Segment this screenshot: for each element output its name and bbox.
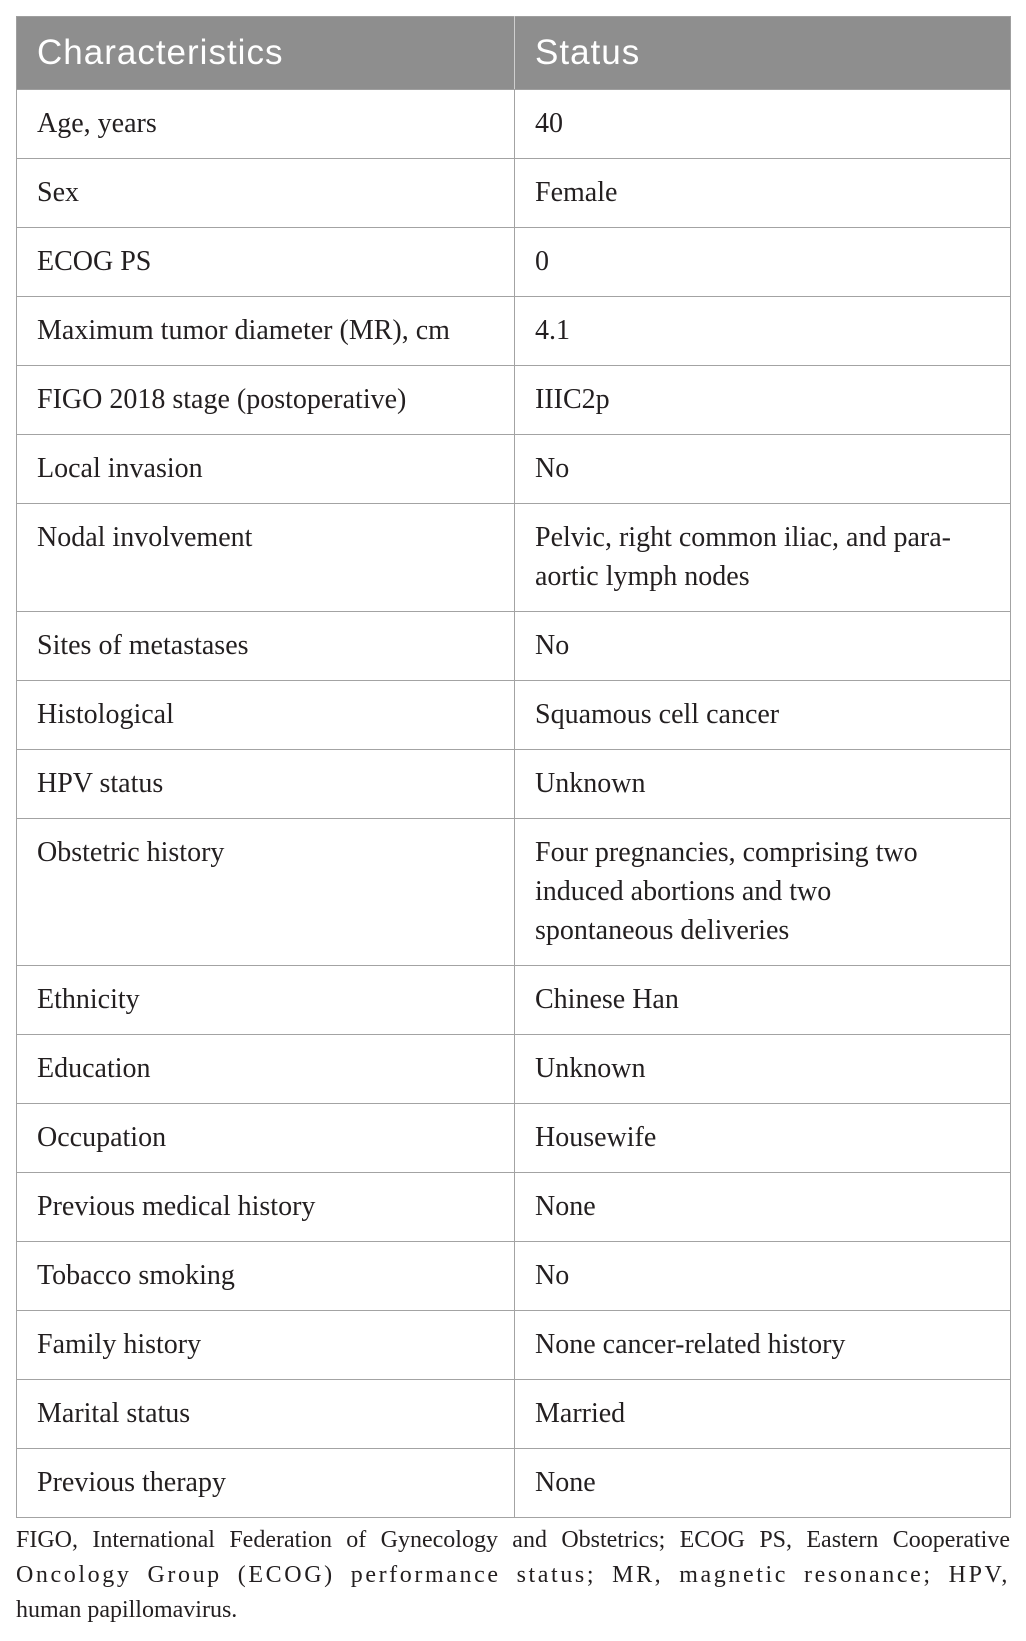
column-header-status: Status [515,17,1011,90]
table-row [17,504,1011,612]
characteristic-cell: Family history [17,1311,515,1380]
table-row [17,1311,1011,1380]
characteristic-cell: Local invasion [17,435,515,504]
status-cell: Chinese Han [515,966,1011,1035]
status-cell: None [515,1449,1011,1518]
characteristic-cell: Age, years [17,90,515,159]
status-cell: 0 [515,228,1011,297]
characteristic-cell: HPV status [17,750,515,819]
characteristic-cell: Nodal involvement [17,504,515,612]
table-row [17,750,1011,819]
characteristic-cell: FIGO 2018 stage (postoperative) [17,366,515,435]
table-row [17,681,1011,750]
characteristic-cell: Occupation [17,1104,515,1173]
status-cell: Married [515,1380,1011,1449]
status-cell: Housewife [515,1104,1011,1173]
patient-characteristics-table [16,16,1011,1518]
characteristic-cell: Sites of metastases [17,612,515,681]
table-row [17,1173,1011,1242]
status-cell: Squamous cell cancer [515,681,1011,750]
table-row [17,1449,1011,1518]
table-row [17,228,1011,297]
characteristic-cell: Sex [17,159,515,228]
status-cell: Female [515,159,1011,228]
characteristic-cell: Previous therapy [17,1449,515,1518]
table-row [17,1104,1011,1173]
characteristic-cell: Previous medical history [17,1173,515,1242]
status-cell: IIIC2p [515,366,1011,435]
column-header-characteristics: Characteristics [17,17,515,90]
characteristic-cell: Ethnicity [17,966,515,1035]
status-cell: No [515,435,1011,504]
table-row [17,159,1011,228]
table-row [17,612,1011,681]
table-footnote [16,1523,1010,1628]
status-cell: 40 [515,90,1011,159]
characteristic-cell: Maximum tumor diameter (MR), cm [17,297,515,366]
characteristic-cell: Obstetric history [17,819,515,966]
status-cell: Unknown [515,1035,1011,1104]
table-row [17,966,1011,1035]
status-cell: No [515,612,1011,681]
characteristic-cell: Histological [17,681,515,750]
characteristic-cell: Tobacco smoking [17,1242,515,1311]
table-row [17,1242,1011,1311]
status-cell: Pelvic, right common iliac, and para-aortic lymph nodes [515,504,1011,612]
status-cell: Four pregnancies, comprising two induced abortions and two spontaneous deliveries [515,819,1011,966]
characteristic-cell: Marital status [17,1380,515,1449]
status-cell: Unknown [515,750,1011,819]
table-row [17,297,1011,366]
status-cell: 4.1 [515,297,1011,366]
characteristic-cell: ECOG PS [17,228,515,297]
footnote-line: human papillomavirus. [16,1597,238,1623]
footnote-line: Oncology Group (ECOG) performance status; MR, magnetic resonance; HPV, [16,1562,1010,1588]
status-cell: No [515,1242,1011,1311]
table-row [17,1380,1011,1449]
status-cell: None cancer-related history [515,1311,1011,1380]
table-row [17,1035,1011,1104]
table-row [17,819,1011,966]
table-row [17,90,1011,159]
table-row [17,435,1011,504]
characteristic-cell: Education [17,1035,515,1104]
status-cell: None [515,1173,1011,1242]
footnote-line: FIGO, International Federation of Gynecology and Obstetrics; ECOG PS, Eastern Cooperative [16,1527,1010,1553]
header-row [17,17,1011,90]
table-row [17,366,1011,435]
